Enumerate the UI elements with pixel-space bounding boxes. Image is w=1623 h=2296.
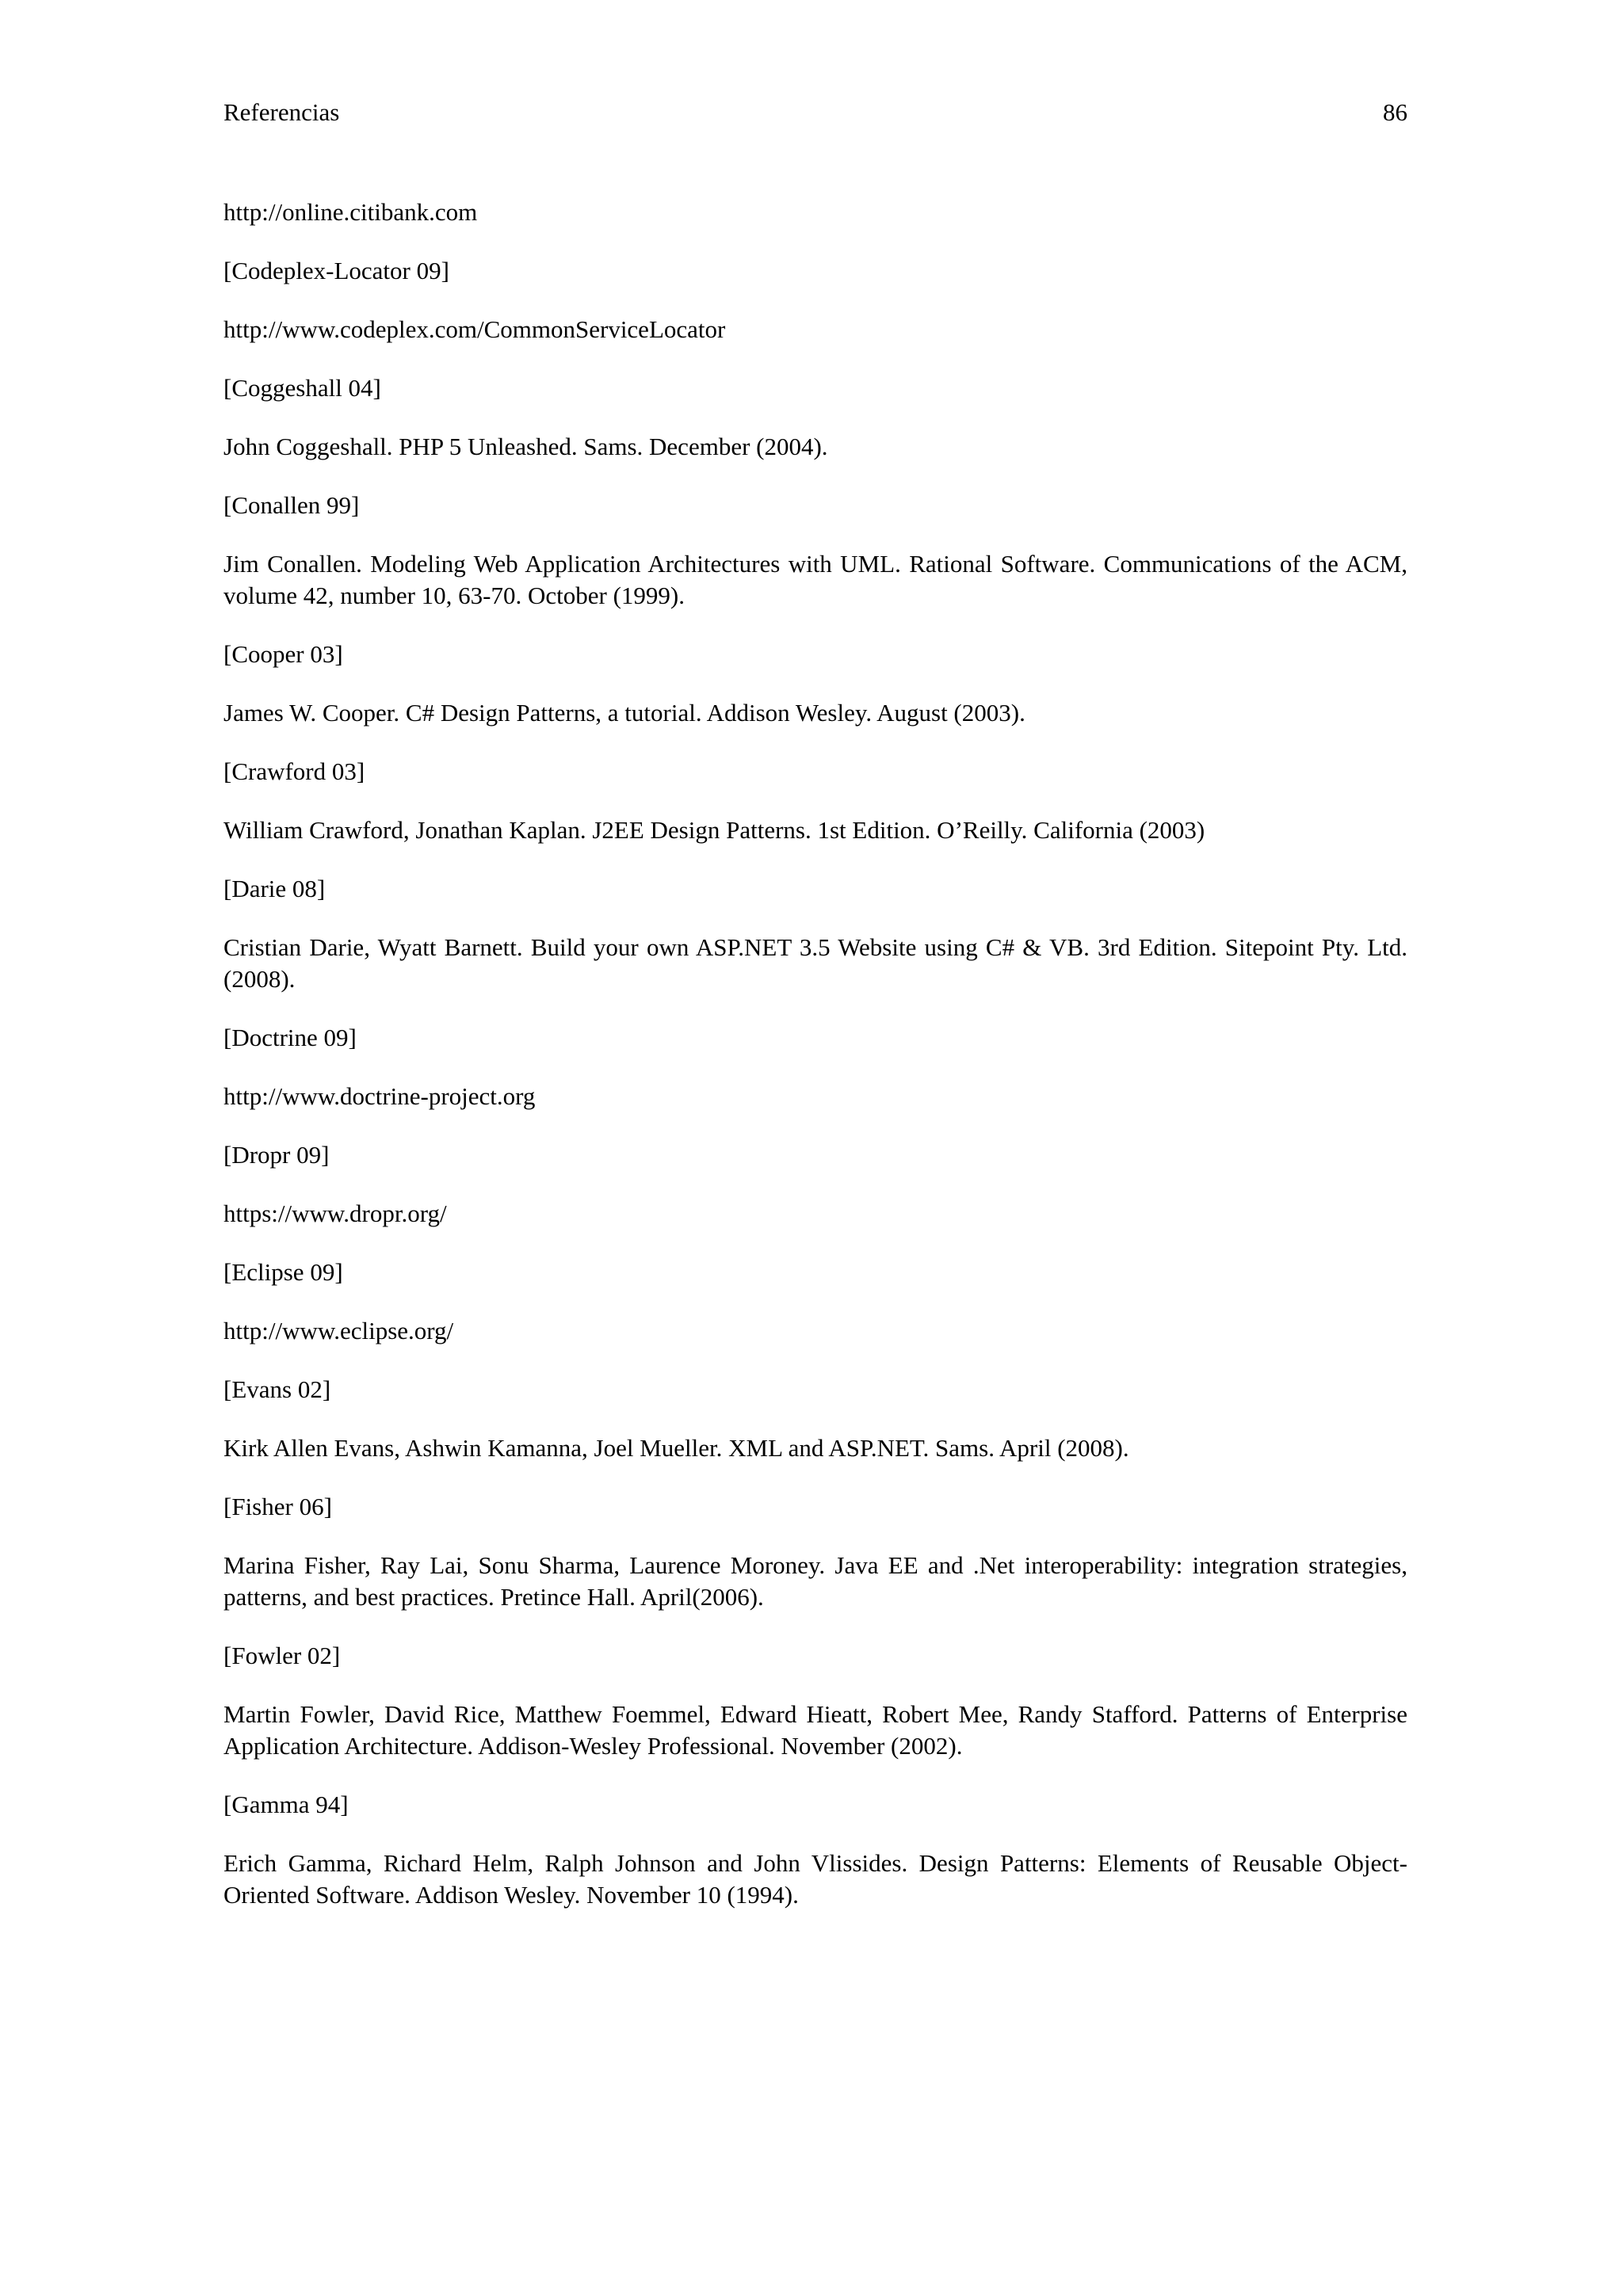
- reference-key: [Evans 02]: [223, 1375, 331, 1403]
- reference-text: Jim Conallen. Modeling Web Application Architectures with UML. Rational Software. Communications of the ACM, volume 42, number 10, 63-70. October (1999).: [223, 550, 1407, 609]
- reference-key: [Cooper 03]: [223, 640, 343, 668]
- reference-text: http://www.codeplex.com/CommonServiceLocator: [223, 315, 726, 343]
- reference-key: [Eclipse 09]: [223, 1258, 343, 1286]
- reference-text: William Crawford, Jonathan Kaplan. J2EE Design Patterns. 1st Edition. O’Reilly. California (2003): [223, 816, 1205, 844]
- reference-key: [Gamma 94]: [223, 1791, 349, 1818]
- page-header: [223, 97, 1407, 128]
- reference-text: http://www.eclipse.org/: [223, 1317, 454, 1344]
- reference-key: [Fisher 06]: [223, 1493, 332, 1520]
- reference-text: Kirk Allen Evans, Ashwin Kamanna, Joel Mueller. XML and ASP.NET. Sams. April (2008).: [223, 1434, 1129, 1462]
- reference-key: [Darie 08]: [223, 875, 326, 902]
- reference-text: James W. Cooper. C# Design Patterns, a tutorial. Addison Wesley. August (2003).: [223, 699, 1025, 727]
- reference-key: [Coggeshall 04]: [223, 374, 381, 402]
- reference-text: Cristian Darie, Wyatt Barnett. Build your own ASP.NET 3.5 Website using C# & VB. 3rd Edition. Sitepoint Pty. Ltd. (2008).: [223, 933, 1407, 993]
- reference-key: [Fowler 02]: [223, 1642, 341, 1669]
- section-title: Referencias: [223, 98, 340, 126]
- reference-text: http://online.citibank.com: [223, 198, 478, 226]
- reference-list: [223, 196, 1407, 1938]
- reference-key: [Conallen 99]: [223, 491, 360, 519]
- reference-text: https://www.dropr.org/: [223, 1199, 447, 1227]
- reference-text: Martin Fowler, David Rice, Matthew Foemmel, Edward Hieatt, Robert Mee, Randy Stafford. Patterns of Enterprise Application Architecture. Addison-Wesley Professional. November (2002).: [223, 1700, 1407, 1760]
- reference-key: [Doctrine 09]: [223, 1024, 357, 1051]
- reference-key: [Crawford 03]: [223, 757, 365, 785]
- reference-text: John Coggeshall. PHP 5 Unleashed. Sams. December (2004).: [223, 433, 828, 460]
- reference-key: [Dropr 09]: [223, 1141, 330, 1169]
- reference-text: Marina Fisher, Ray Lai, Sonu Sharma, Laurence Moroney. Java EE and .Net interoperability: integration strategies, patterns, and best practices. Pretince Hall. April(2006).: [223, 1551, 1407, 1611]
- reference-text: Erich Gamma, Richard Helm, Ralph Johnson and John Vlissides. Design Patterns: Elements of Reusable Object-Oriented Software. Addison Wesley. November 10 (1994).: [223, 1849, 1407, 1909]
- reference-key: [Codeplex-Locator 09]: [223, 257, 449, 284]
- page-number: 86: [1383, 98, 1407, 126]
- reference-text: http://www.doctrine-project.org: [223, 1082, 536, 1110]
